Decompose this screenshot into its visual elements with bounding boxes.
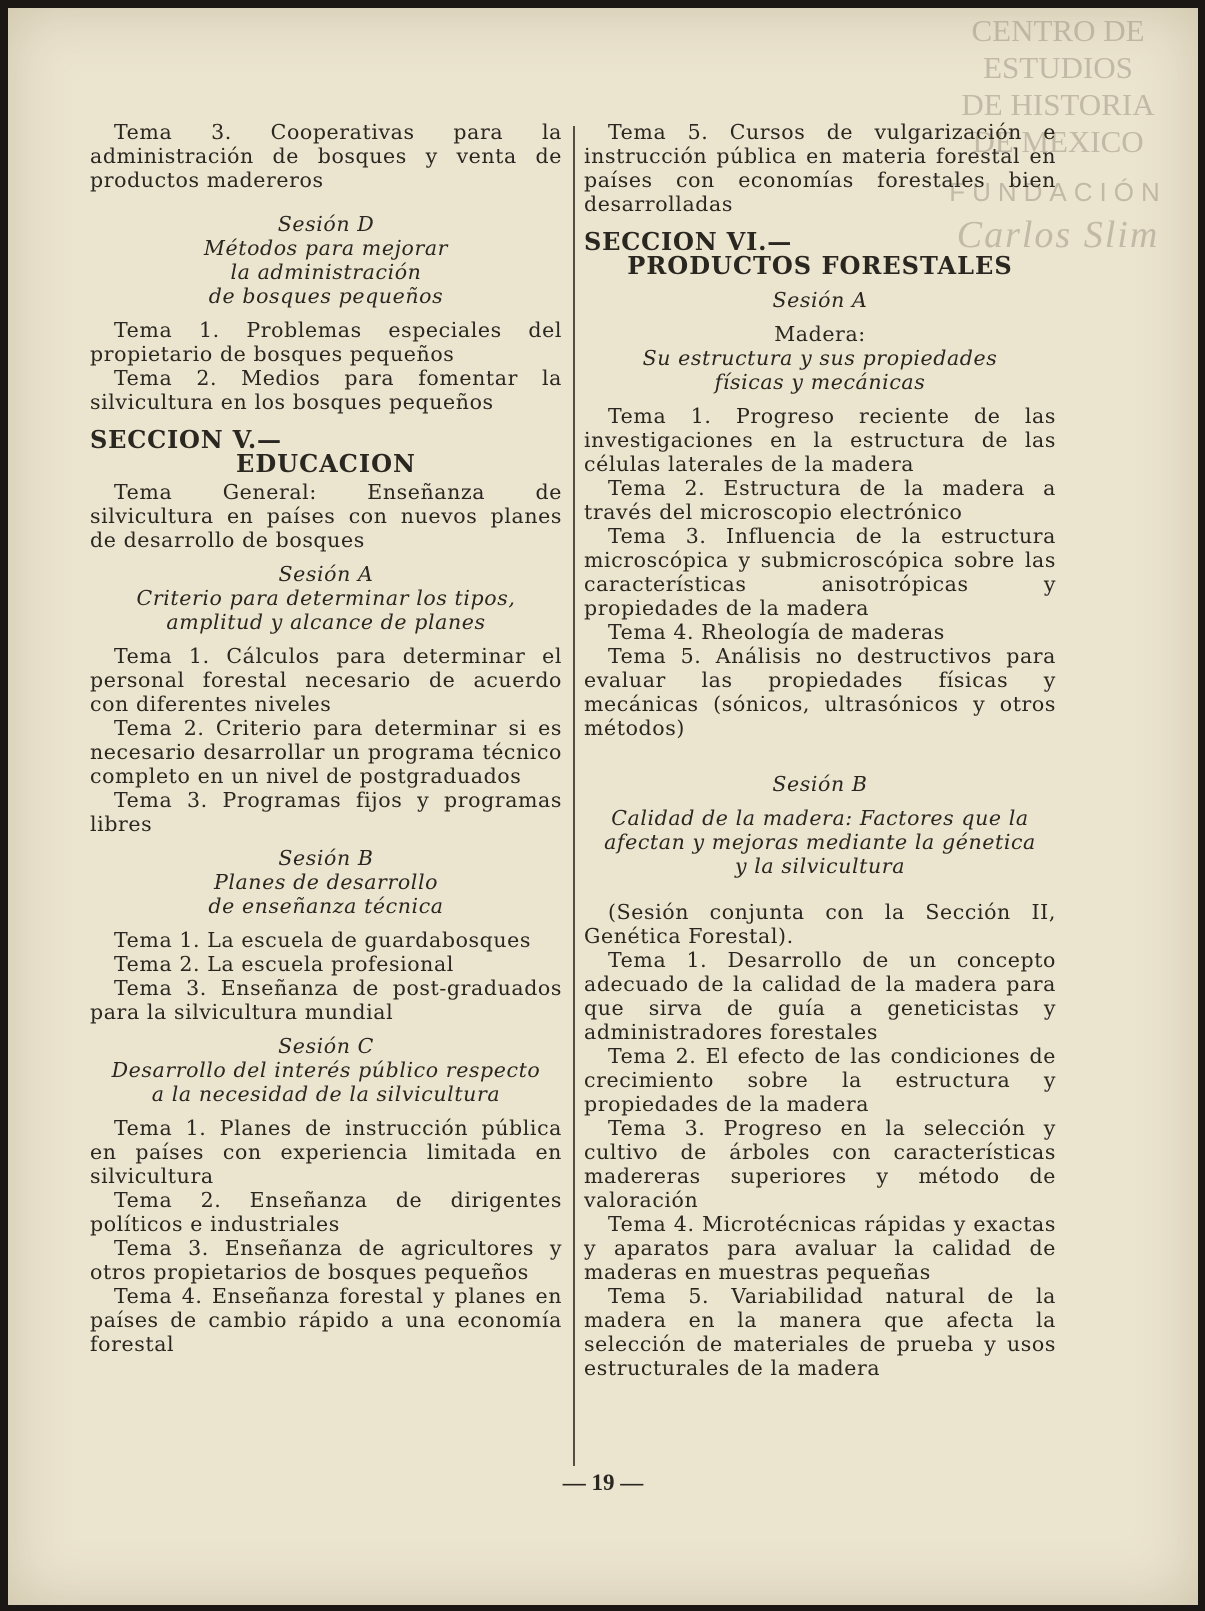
tema-item: Tema 3. Influencia de la estructura microscópica y submicroscópica sobre las características anisotrópicas y propiedades de la madera: [584, 524, 1056, 620]
tema-item: Tema 5. Variabilidad natural de la madera en la manera que afecta la selección de materiales de prueba y usos estructurales de la madera: [584, 1284, 1056, 1380]
document-page: [8, 8, 1198, 1605]
session-title: Criterio para determinar los tipos,: [136, 586, 516, 610]
session-label: Sesión C: [278, 1034, 374, 1058]
tema-item: Tema 4. Rheología de maderas: [608, 620, 945, 644]
tema-item: Tema 1. Planes de instrucción pública en países con experiencia limitada en silvicultura: [90, 1116, 562, 1188]
watermark-signature: Carlos Slim: [956, 214, 1160, 256]
tema-general: Tema General: Enseñanza de silvicultura en países con nuevos planes de desarrollo de bosques: [90, 480, 562, 552]
tema-item: Tema 1. Cálculos para determinar el personal forestal necesario de acuerdo con diferentes niveles: [90, 644, 562, 716]
tema-item: Tema 2. La escuela profesional: [114, 952, 454, 976]
section-heading: SECCION V.—: [90, 425, 282, 454]
tema-item: Tema 2. Estructura de la madera a través del microscopio electrónico: [584, 476, 1056, 524]
watermark-line: ESTUDIOS: [983, 50, 1133, 85]
tema-item: Tema 5. Cursos de vulgarización e instrucción pública en materia forestal en países con economías forestales bien desarrolladas: [584, 120, 1056, 216]
tema-item: Tema 1. La escuela de guardabosques: [114, 928, 532, 952]
session-label: Sesión A: [278, 562, 374, 586]
session-note: (Sesión conjunta con la Sección II, Genética Forestal).: [584, 900, 1056, 948]
tema-item: Tema 2. Medios para fomentar la silvicultura en los bosques pequeños: [90, 366, 562, 414]
tema-item: Tema 2. El efecto de las condiciones de crecimiento sobre la estructura y propiedades de la madera: [584, 1044, 1056, 1116]
session-title: Desarrollo del interés público respecto: [111, 1058, 541, 1082]
session-label: Sesión B: [772, 772, 868, 796]
session-title: Métodos para mejorar: [203, 236, 449, 260]
section-title: EDUCACION: [236, 449, 416, 478]
watermark-fundacion: FUNDACIÓN: [949, 177, 1167, 207]
session-label: Sesión D: [277, 212, 375, 236]
tema-item: Tema 3. Cooperativas para la administración de bosques y venta de productos madereros: [90, 120, 562, 192]
session-label: Sesión A: [772, 288, 868, 312]
section-title: PRODUCTOS FORESTALES: [627, 251, 1013, 280]
session-title: Su estructura y sus propiedades: [642, 346, 998, 370]
session-title: Planes de desarrollo: [213, 870, 439, 894]
page-number: — 19 —: [562, 1470, 644, 1495]
tema-item: Tema 3. Programas fijos y programas libres: [90, 788, 562, 836]
session-title: afectan y mejoras mediante la génetica: [604, 830, 1036, 854]
tema-item: Tema 1. Progreso reciente de las investigaciones en la estructura de las células laterales de la madera: [584, 404, 1056, 476]
tema-item: Tema 4. Microtécnicas rápidas y exactas y aparatos para avaluar la calidad de maderas en muestras pequeñas: [584, 1212, 1056, 1284]
left-column: [90, 120, 562, 1356]
session-title: Madera:: [774, 322, 866, 346]
session-title: amplitud y alcance de planes: [166, 610, 486, 634]
watermark-line: DE HISTORIA: [961, 87, 1155, 122]
tema-item: Tema 1. Desarrollo de un concepto adecuado de la calidad de la madera para que sirva de guía a geneticistas y administradores forestales: [584, 948, 1056, 1044]
tema-item: Tema 3. Progreso en la selección y cultivo de árboles con características madereras superiores y método de valoración: [584, 1116, 1056, 1212]
right-column: [584, 120, 1056, 1380]
tema-item: Tema 1. Problemas especiales del propietario de bosques pequeños: [90, 318, 562, 366]
watermark-line: DE MEXICO: [972, 124, 1144, 159]
tema-item: Tema 5. Análisis no destructivos para evaluar las propiedades físicas y mecánicas (sónicos, ultrasónicos y otros métodos): [584, 644, 1056, 740]
session-title: y la silvicultura: [734, 854, 906, 878]
tema-item: Tema 3. Enseñanza de agricultores y otros propietarios de bosques pequeños: [90, 1236, 562, 1284]
session-title: de bosques pequeños: [208, 284, 444, 308]
column-divider: [573, 126, 575, 1466]
session-title: de enseñanza técnica: [208, 894, 444, 918]
tema-item: Tema 2. Criterio para determinar si es necesario desarrollar un programa técnico completo en un nivel de postgraduados: [90, 716, 562, 788]
session-title: Calidad de la madera: Factores que la: [611, 806, 1029, 830]
tema-item: Tema 2. Enseñanza de dirigentes políticos e industriales: [90, 1188, 562, 1236]
session-title: físicas y mecánicas: [714, 370, 926, 394]
session-label: Sesión B: [278, 846, 374, 870]
tema-item: Tema 4. Enseñanza forestal y planes en países de cambio rápido a una economía forestal: [90, 1284, 562, 1356]
session-title: la administración: [230, 260, 422, 284]
section-heading: SECCION VI.—: [584, 227, 793, 256]
session-title: a la necesidad de la silvicultura: [151, 1082, 501, 1106]
tema-item: Tema 3. Enseñanza de post-graduados para la silvicultura mundial: [90, 976, 562, 1024]
watermark-line: CENTRO DE: [971, 13, 1145, 48]
